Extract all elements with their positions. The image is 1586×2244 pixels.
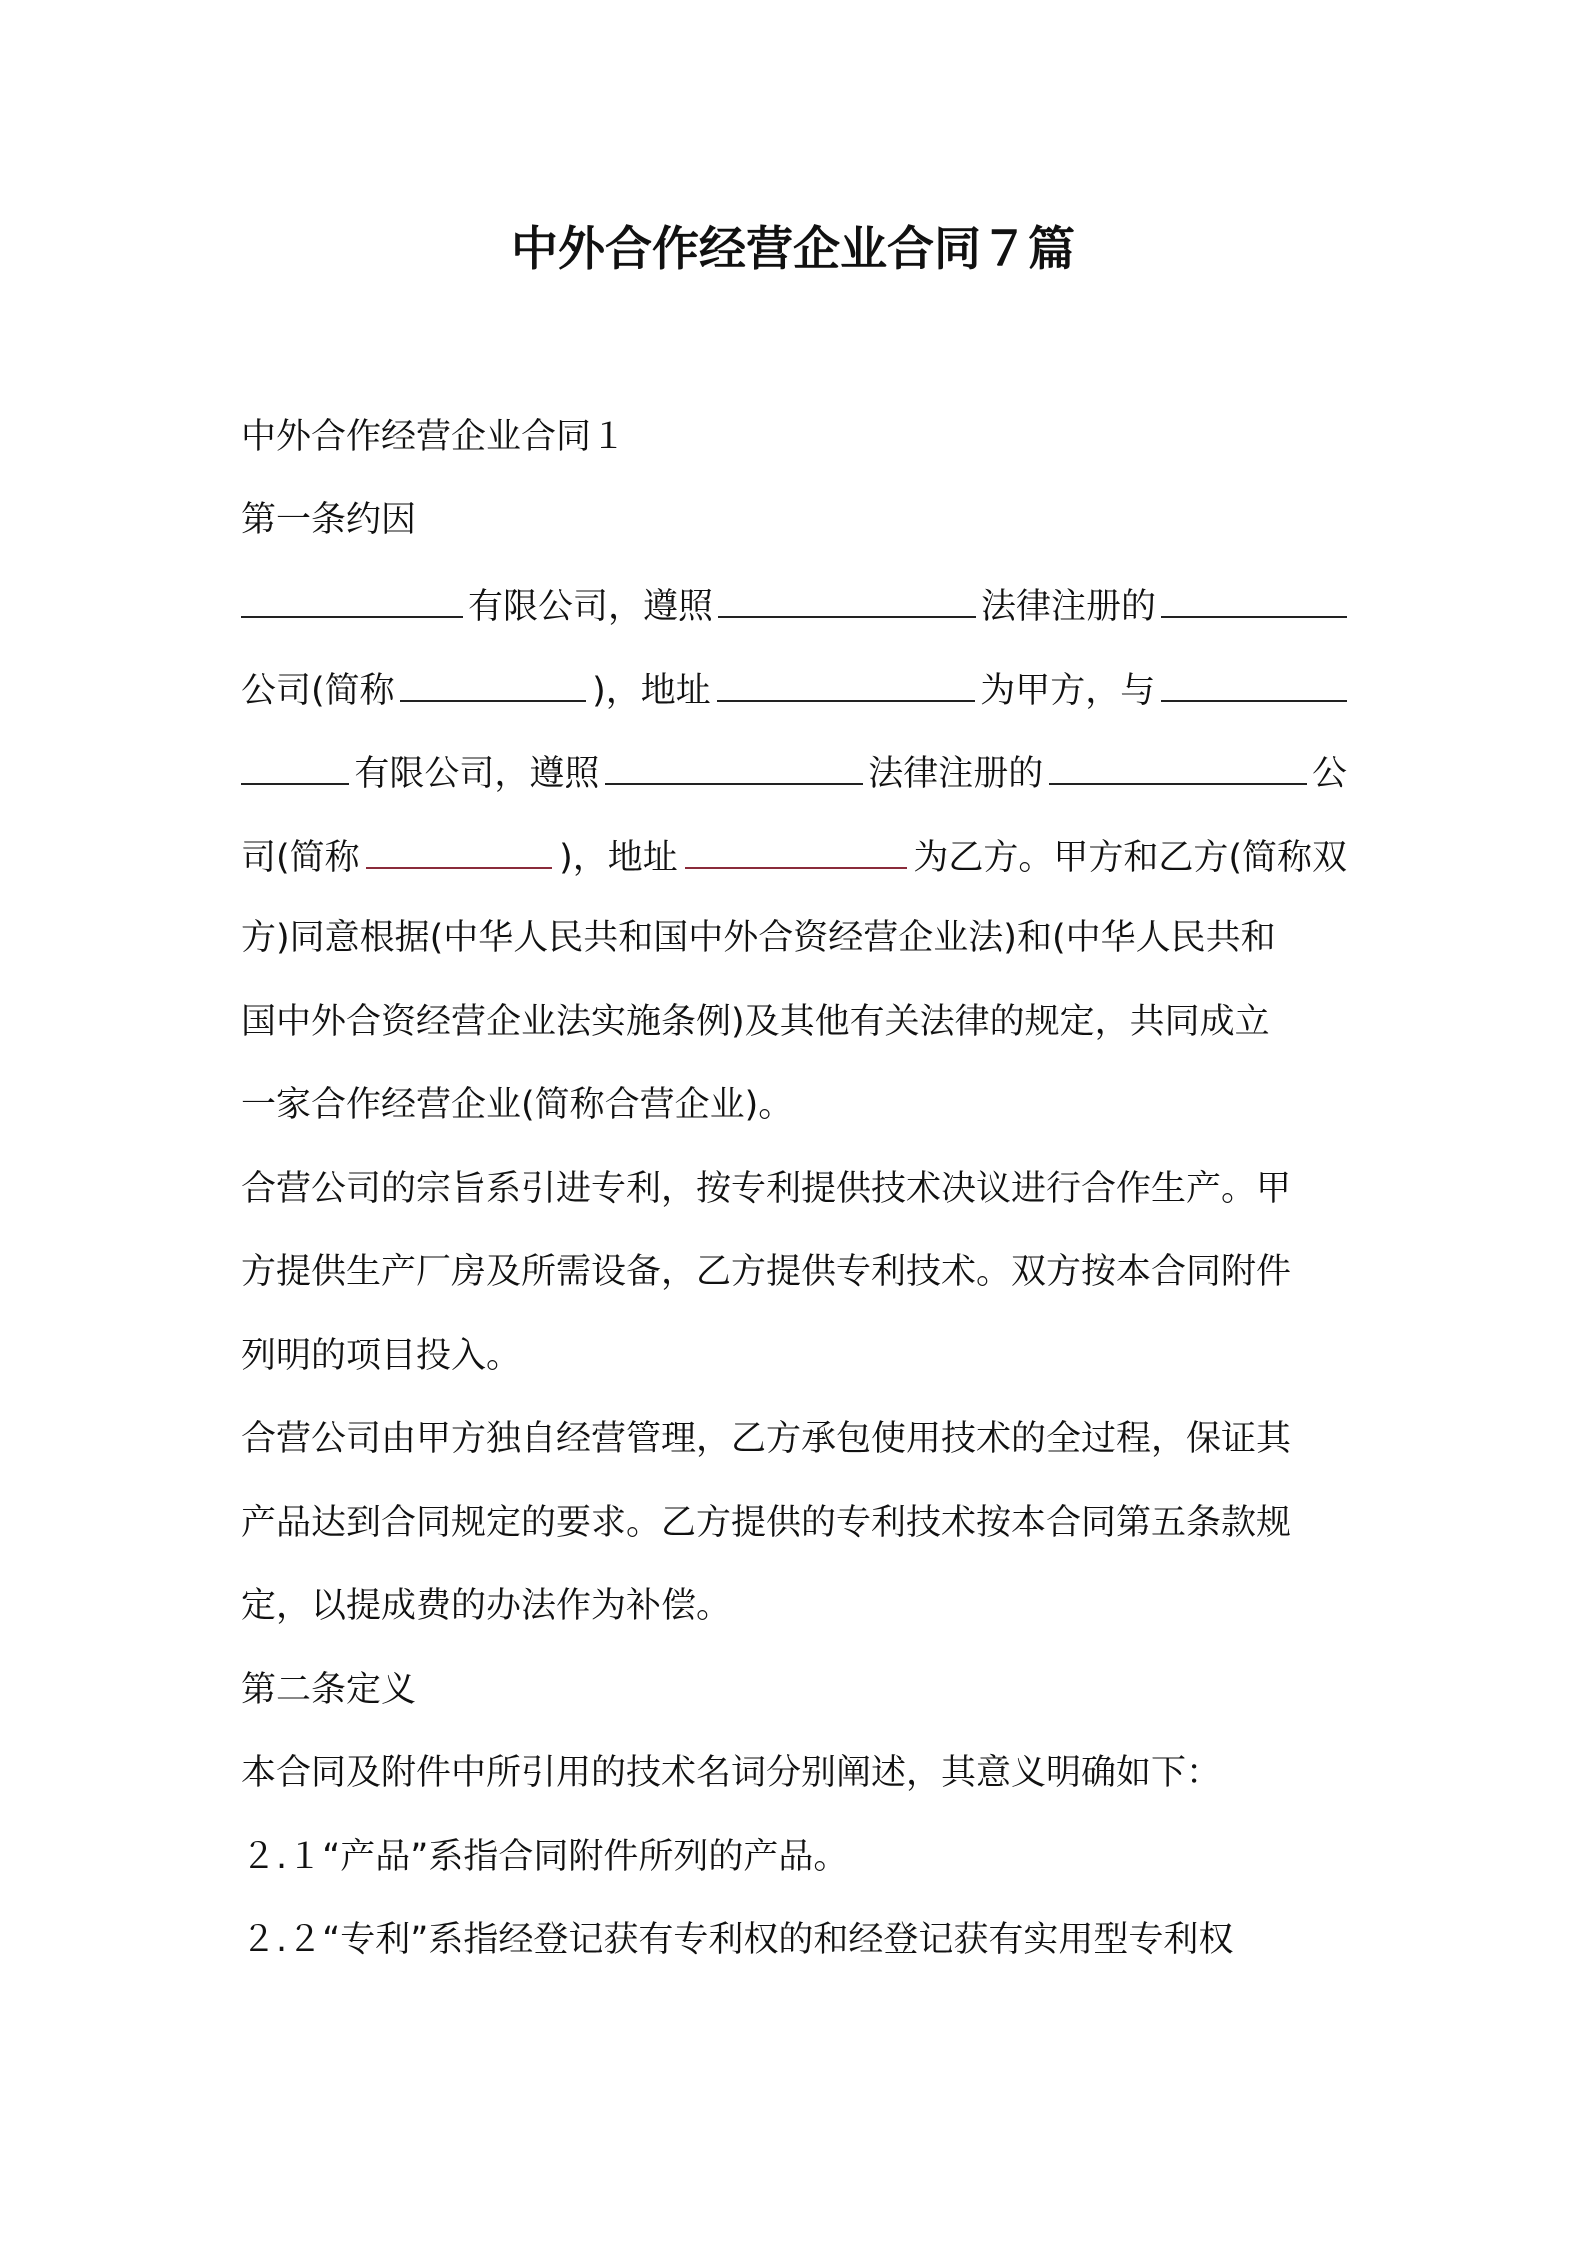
definition-item: ２.１“产品”系指合同附件所列的产品。 — [241, 1837, 849, 1877]
blank-field[interactable] — [1161, 664, 1347, 702]
blank-field[interactable] — [717, 664, 975, 702]
contract-heading: 中外合作经营企业合同１ — [241, 417, 627, 457]
article-1-line-2 — [241, 664, 1347, 715]
blank-field[interactable] — [1049, 747, 1307, 785]
text-segment: 有限公司，遵照 — [467, 587, 713, 627]
blank-field[interactable] — [241, 580, 463, 618]
blank-field[interactable] — [685, 831, 907, 869]
paragraph-line: 列明的项目投入。 — [241, 1336, 522, 1376]
paragraph-line: 合营公司由甲方独自经营管理，乙方承包使用技术的全过程，保证其 — [241, 1419, 1292, 1459]
paragraph-line: 产品达到合同规定的要求。乙方提供的专利技术按本合同第五条款规 — [241, 1503, 1292, 1543]
blank-field[interactable] — [366, 831, 552, 869]
article-2-heading: 第二条定义 — [241, 1670, 417, 1710]
text-segment: )，地址 — [592, 671, 711, 711]
article-1-line-5: 方)同意根据(中华人民共和国中外合资经营企业法)和(中华人民共和 — [241, 918, 1276, 958]
text-segment: 公司(简称 — [241, 671, 395, 711]
text-segment: 为甲方，与 — [980, 671, 1156, 711]
article-1-line-1 — [241, 580, 1347, 631]
text-segment: 为乙方。甲方和乙方(简称双 — [913, 838, 1347, 878]
document-title: 中外合作经营企业合同７篇 — [511, 222, 1075, 277]
text-segment: 有限公司，遵照 — [354, 754, 600, 794]
article-1-line-3 — [241, 747, 1347, 798]
blank-field[interactable] — [400, 664, 586, 702]
text-segment: 司(简称 — [241, 838, 360, 878]
text-segment: 法律注册的 — [868, 754, 1044, 794]
definition-item: ２.２“专利”系指经登记获有专利权的和经登记获有实用型专利权 — [241, 1920, 1234, 1960]
article-1-heading: 第一条约因 — [241, 500, 417, 540]
paragraph-line: 定，以提成费的办法作为补偿。 — [241, 1586, 732, 1626]
paragraph-line: 合营公司的宗旨系引进专利，按专利提供技术决议进行合作生产。甲 — [241, 1169, 1292, 1209]
article-1-line-7: 一家合作经营企业(简称合营企业)。 — [241, 1085, 794, 1125]
text-segment: 法律注册的 — [980, 587, 1156, 627]
article-1-line-4 — [241, 831, 1347, 882]
article-2-intro: 本合同及附件中所引用的技术名词分别阐述，其意义明确如下： — [241, 1753, 1222, 1793]
blank-field[interactable] — [605, 747, 863, 785]
text-segment: )，地址 — [559, 838, 678, 878]
blank-field[interactable] — [718, 580, 976, 618]
article-1-line-6: 国中外合资经营企业法实施条例)及其他有关法律的规定，共同成立 — [241, 1002, 1270, 1042]
blank-field[interactable] — [241, 747, 349, 785]
text-segment: 公 — [1311, 754, 1347, 794]
paragraph-line: 方提供生产厂房及所需设备，乙方提供专利技术。双方按本合同附件 — [241, 1252, 1292, 1292]
blank-field[interactable] — [1161, 580, 1347, 618]
